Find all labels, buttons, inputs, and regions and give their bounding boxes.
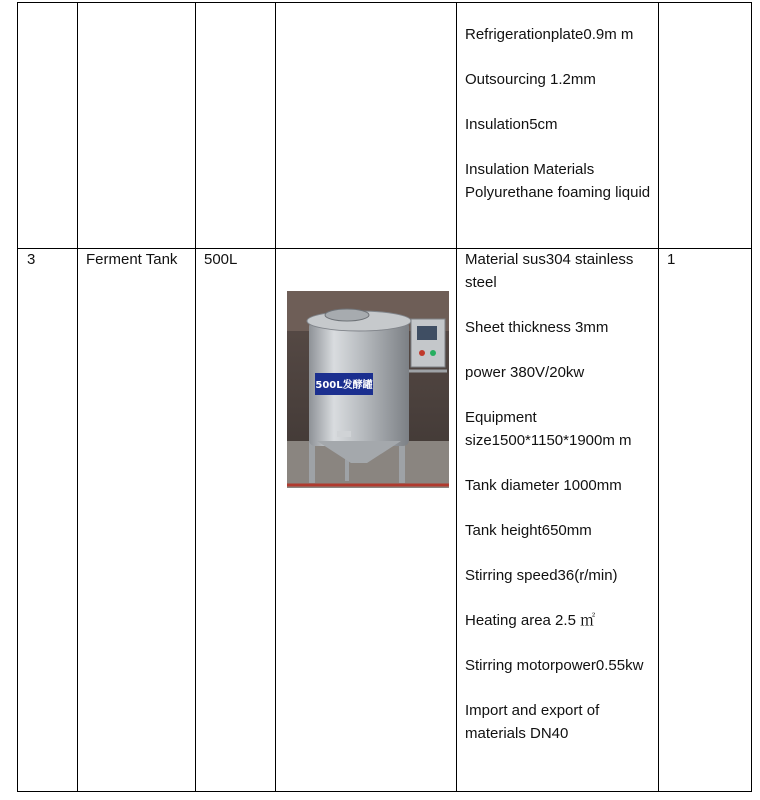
spec-item: Insulation Materials Polyurethane foaming liquid [465,161,651,201]
specs-cell [465,23,651,204]
spec-item: Tank diameter 1000mm [465,477,622,494]
table-border-left [17,2,18,792]
column-divider [456,2,457,792]
spec-item: Import and export of materials DN40 [465,702,600,742]
spec-item: Stirring speed36(r/min) [465,567,618,584]
table-border-bottom [17,791,752,792]
spec-item: Tank height650mm [465,522,592,539]
item-number: 3 [27,251,36,268]
spec-item: Outsourcing 1.2mm [465,71,596,88]
spec-item: Equipment size1500*1150*1900m m [465,409,632,449]
spec-item: Sheet thickness 3mm [465,319,609,336]
column-divider [658,2,659,792]
spec-item: Material sus304 stainless steel [465,251,634,291]
spec-item: Refrigerationplate0.9m m [465,26,634,43]
table-border-top [17,2,752,3]
spec-item: Stirring motorpower0.55kw [465,657,644,674]
spec-item: Heating area 2.5 ㎡ [465,612,596,629]
item-quantity: 1 [667,251,676,268]
item-name: Ferment Tank [86,251,178,268]
spec-item: power 380V/20kw [465,364,585,381]
specs-cell [465,248,651,745]
table-border-right [751,2,752,792]
ferment-tank-photo [287,291,449,488]
spec-table [17,2,752,792]
column-divider [275,2,276,792]
spec-item: Insulation5cm [465,116,558,133]
column-divider [195,2,196,792]
column-divider [77,2,78,792]
item-capacity: 500L [204,251,238,268]
tank-label: 500L发酵罐 [315,380,373,391]
